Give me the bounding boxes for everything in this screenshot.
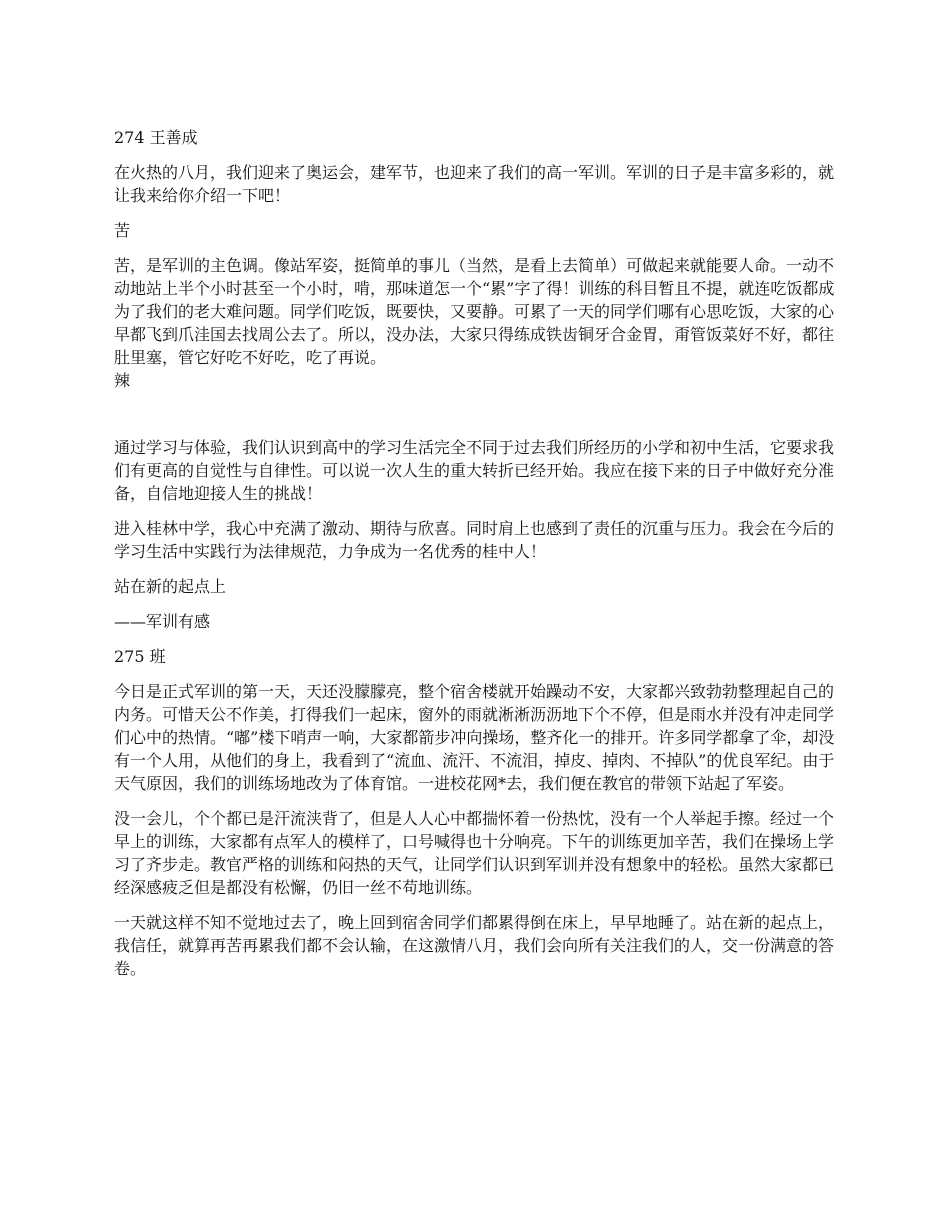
blank-gap <box>114 392 842 436</box>
intro-paragraph: 在火热的八月，我们迎来了奥运会，建军节，也迎来了我们的高一军训。军训的日子是丰富多彩的，就让我来给你介绍一下吧！ <box>114 163 835 205</box>
ku-paragraph: 苦，是军训的主色调。像站军姿，挺简单的事儿（当然，是看上去简单）可做起来就能要人命。一动不动地站上半个小时甚至一个小时，啃，那味道怎一个“累”字了得！训练的科目暂且不提，就连吃饭都成为了我们的老大难问题。同学们吃饭，既要快，又要静。可累了一天的同学们哪有心思吃饭，大家的心早都飞到爪洼国去找周公去了。所以，没办法，大家只得练成铁齿铜牙合金胃，甭管饭菜好不好，都往肚里塞，管它好吃不好吃，吃了再说。 <box>114 256 835 367</box>
first-day-paragraph: 今日是正式军训的第一天，天还没朦朦亮，整个宿舍楼就开始躁动不安，大家都兴致勃勃整理起自己的内务。可惜天公不作美，打得我们一起床，窗外的雨就淅淅沥沥地下个不停，但是雨水并没有冲走同学们心中的热情。“嘟”楼下哨声一响，大家都箭步冲向操场，整齐化一的排开。许多同学都拿了伞，却没有一个人用，从他们的身上，我看到了“流血、流汗、不流泪，掉皮、掉肉、不掉队”的优良军纪。由于天气原因，我们的训练场地改为了体育馆。一进校花网*去，我们便在教官的带领下站起了军姿。 <box>114 682 835 793</box>
author-line: 274 王善成 <box>114 128 198 147</box>
section-heading-ku: 苦 <box>114 221 131 240</box>
closing-paragraph: 一天就这样不知不觉地过去了，晚上回到宿舍同学们都累得倒在床上，早早地睡了。站在新的起点上，我信任，就算再苦再累我们都不会认输，在这激情八月，我们会向所有关注我们的人，交一份满意的答卷。 <box>114 913 835 978</box>
document-page <box>114 126 842 992</box>
class-line: 275 班 <box>114 647 166 666</box>
essay-subtitle: ——军训有感 <box>114 612 211 631</box>
training-paragraph: 没一会儿，个个都已是汗流浃背了，但是人人心中都揣怀着一份热忱，没有一个人举起手擦。经过一个早上的训练，大家都有点军人的模样了，口号喊得也十分响亮。下午的训练更加辛苦，我们在操场上学习了齐步走。教官严格的训练和闷热的天气，让同学们认识到军训并没有想象中的轻松。虽然大家都已经深感疲乏但是都没有松懈，仍旧一丝不苟地训练。 <box>114 809 835 897</box>
section-heading-la: 辣 <box>114 371 131 390</box>
guilin-paragraph: 进入桂林中学，我心中充满了激动、期待与欣喜。同时肩上也感到了责任的沉重与压力。我会在今后的学习生活中实践行为法律规范，力争成为一名优秀的桂中人！ <box>114 519 835 561</box>
essay-title: 站在新的起点上 <box>114 577 227 596</box>
reflection-paragraph: 通过学习与体验，我们认识到高中的学习生活完全不同于过去我们所经历的小学和初中生活，它要求我们有更高的自觉性与自律性。可以说一次人生的重大转折已经开始。我应在接下来的日子中做好充分准备，自信地迎接人生的挑战！ <box>114 438 835 503</box>
